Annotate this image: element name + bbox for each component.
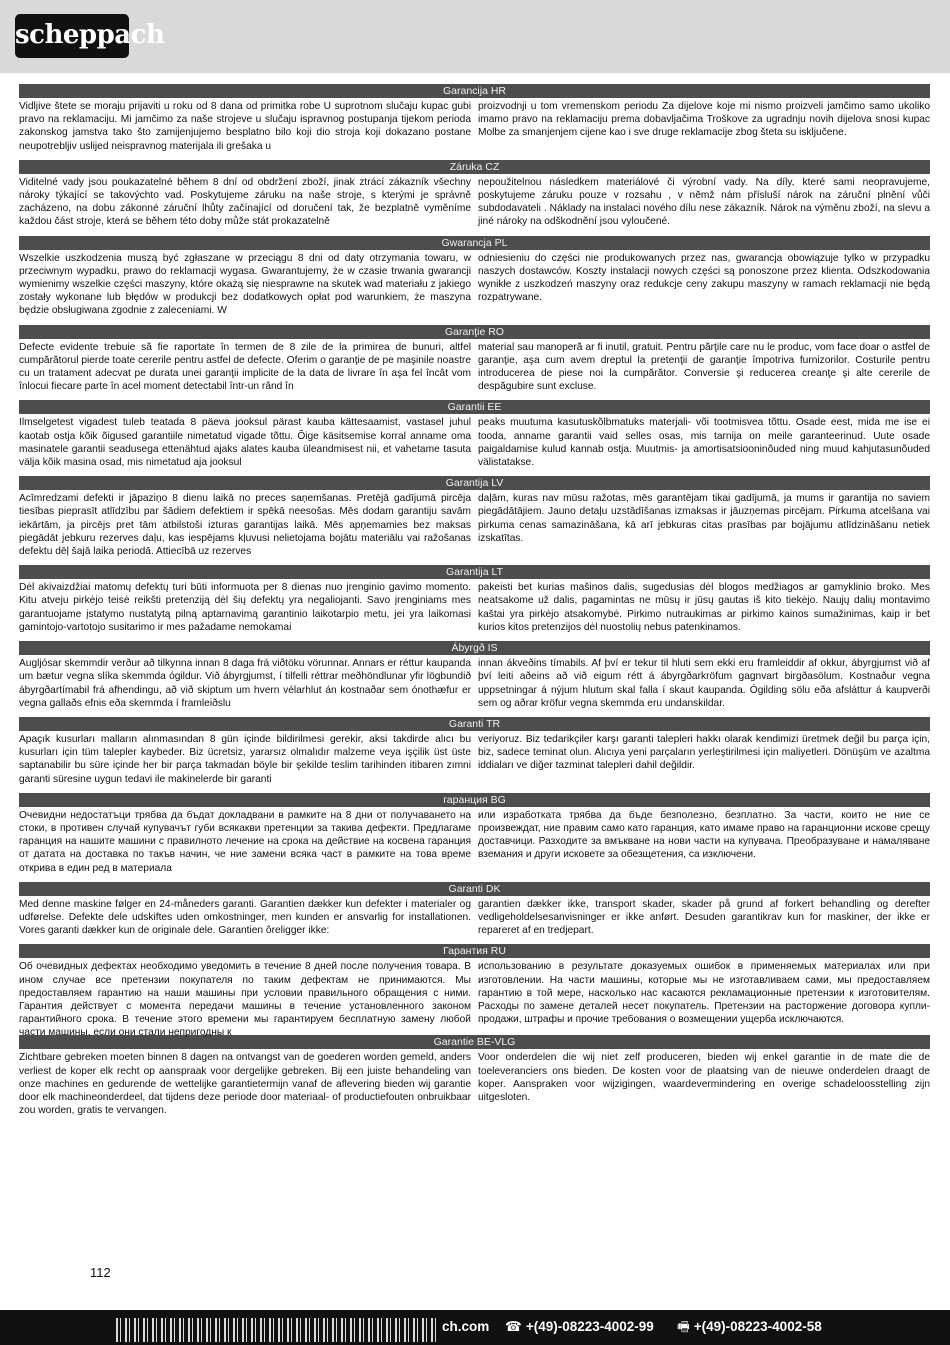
section-text-right: material sau manoperă ar fi inutil, gratuit. Pentru părţile care nu le produc, vom face doar o astfel de garanţie, aşa cum avem dreptul la pretenţii de garanţie împotriva furnizorilor. Costurile pentru introducerea de piese noi la cumpărător. Conversie şi reducerea creanţe şi alte cererile de despăgubire sunt excluse. (478, 341, 930, 393)
section-columns (19, 1051, 930, 1117)
section-text-right: odniesieniu do części nie produkowanych przez nas, gwarancja obowiązuje tylko w przypadku naszych dostawców. Koszty instalacji nowych części są ponoszone przez klienta. Odszkodowania wynikłe z uszkodzeń maszyny oraz redukcje ceny zakupu maszyny w ramach reklamacji nie będą rozpatrywane. (478, 252, 930, 304)
warranty-section (19, 400, 930, 469)
section-text-right: innan ákveðins tímabils. Af því er tekur til hluti sem ekki eru framleiddir af okkur, ábyrgjumst við af því leiti aðeins að við eigum rétt á ábyrgðarkröfum gagnvart birgðasölum. Kostnaður vegna uppsetningar á nýjum hlutum skal falla í skaut kaupanda. Ógilding sölu eða afsláttur á kaupverði sem og aðrar kröfur vegna skemmda eru undanskildar. (478, 658, 930, 709)
section-text-right: pakeisti bet kurias mašinos dalis, sugedusias dėl blogos medžiagos ar gamyklinio broko. Mes neatsakome už dalis, pagamintas ne mūsų ir jūsų gautas iš kito tiekėjo. Naujų dalių montavimo kaštai yra pirkėjo atsakomybė. Pirkimo nutraukimas ar pirkimo kainos sumažinimas, kaip ir bet kurios kitos pretenzijos dėl nuostolių nebus patenkinamos. (478, 582, 930, 633)
section-text-left: Wszelkie uszkodzenia muszą być zgłaszane w przeciągu 8 dni od daty otrzymania towaru, w przeciwnym wypadku, prawo do reklamacji wygasa. Gwarantujemy, że w czasie trwania gwarancji wymienimy wszelkie części maszyny, które okażą się niesprawne na skutek wad materiału z jakiego zostały wykonane lub błędów w produkcji bez dodatkowych opłat pod warunkiem, że maszyna będzie obsługiwana zgodnie z zaleceniami. W (19, 252, 471, 317)
section-text-right: Voor onderdelen die wij niet zelf produceren, bieden wij enkel garantie in de mate die de toeleveranciers ons bieden. De kosten voor de plaatsing van de nieuwe onderdelen draagt de koper. Aanspraken voor wijzigingen, waardevermindering en overige schadeloosstelling zijn uitgesloten. (478, 1052, 930, 1103)
section-text-left: Augljósar skemmdir verður að tilkynna innan 8 daga frá viðtöku vörunnar. Annars er réttur kaupanda um bætur vegna slíka skemmda ógildur. Við ábyrgjumst, í tilfelli réttrar meðhöndlunar yfir lögbundið ábyrgðartímabil frá afhendingu, að við skiptum um hvern vélarhlut án kostnaðar sem ónothæfur er vegna gallaðs efnis eða skemmda í framleiðslu (19, 658, 471, 709)
section-columns (19, 492, 930, 558)
footer-fax-number: +(49)-08223-4002-58 (693, 1319, 822, 1334)
warranty-section (19, 325, 930, 394)
section-title: Garantie BE-VLG (19, 1035, 930, 1049)
section-title: Záruka CZ (19, 160, 930, 174)
section-text-left: Dėl akivaizdžiai matomų defektų turi būti informuota per 8 dienas nuo įrenginio gavimo momento. Kitu atveju pirkėjo teisė reikšti pretenziją dėl šių defektų yra negaliojanti. Savo įrenginiams mes garantuojame įstatymo nustatytą pilną aptarnavimą garantinio laikotarpio metu, jei yra laikomasi gamintojo-vartotojo susitarimo ir mes pažadame nemokamai (19, 582, 471, 633)
section-columns (19, 100, 930, 153)
section-columns (19, 657, 930, 710)
section-columns (19, 898, 930, 938)
section-text-right: garantien dækker ikke, transport skader, skader på grund af forkert behandling og derefter vedligeholdelsesanvisninger er ikke anført. Desuden garantikrav kun for maskiner, der ikke er repareret af en tredjepart. (478, 898, 930, 937)
page-header (0, 0, 950, 73)
section-text-left: Viditelné vady jsou poukazatelné během 8 dní od obdržení zboží, jinak ztrácí zákazník všechny nároky týkající se takovýchto vad. Poskytujeme záruku na naše stroje, s kterými je správně zacházeno, na dobu zákonné záruční lhůty začínající od doručení tak, že bezplatně vyměníme každou část stroje, která se během této doby může stát prokazatelně (19, 176, 471, 228)
section-title: Garanti TR (19, 717, 930, 731)
section-text-left: Zichtbare gebreken moeten binnen 8 dagen na ontvangst van de goederen worden gemeld, anders verliest de koper elk recht op aanspraak voor dergelijke gebreken. Bij een juiste behandeling van onze machines en gedurende de wettelijke garantietermijn vanaf de aflevering bieden wij garantie door elk machineonderdeel, dat tijdens deze periode door materiaal- of productiefouten onbruikbaar zou worden, gratis te vervangen. (19, 1052, 471, 1117)
warranty-section (19, 476, 930, 558)
warranty-section (19, 793, 930, 875)
page-footer (0, 1310, 950, 1345)
warranty-section (19, 882, 930, 938)
fax-icon: 🖷 (677, 1319, 690, 1334)
section-text-left: Ilmselgetest vigadest tuleb teatada 8 päeva jooksul pärast kauba kättesaamist, vastasel juhul kaotab ostja kõik õigused garantiile nimetatud vigade tõttu. Õige käsitsemise korral anname oma masinatele garantii seadusega ettenähtud ajaks alates kauba üleandmisest nii, et vahetame tasuta välja kõik masina osad, mis nimetatud aja jooksul (19, 417, 471, 469)
section-columns (19, 809, 930, 875)
section-title: Gwarancja PL (19, 236, 930, 250)
warranty-sections (19, 84, 930, 1124)
section-title: Garanti DK (19, 882, 930, 896)
section-text-right: использованию в результате доказуемых ошибок в применяемых материалах или при изготовлении. На части машины, которые мы не изготавливаем сами, мы предоставляем гарантию в той мере, насколько нас касаются рекламационные претензии к изготовителям. Расходы по замене деталей несет покупатель. Претензии на расторжение договора купли-продажи, штрафы и прочие требования о возмещении ущерба исключаются. (478, 961, 930, 1026)
barcode-graphic (116, 1318, 438, 1342)
section-text-left: Apaçık kusurları malların alınmasından 8 gün içinde bildirilmesi gerekir, aksi takdirde alıcı bu kusurları için tüm talepler kaybeder. Biz ücretsiz, yararsız olmalıdır malzeme veya işçilik üst üste saptanabilir bu süre içinde her bir parça takmadan böyle bir şekilde teslim tarihinden itibaren zımni garanti süresine uygun tedavi ile makinelerde bir garanti (19, 733, 471, 785)
section-title: Garantii EE (19, 400, 930, 414)
section-title: Garantija LT (19, 565, 930, 579)
page-number: 112 (90, 1265, 111, 1280)
section-columns (19, 176, 930, 229)
section-text-left: Очевидни недостатъци трябва да бъдат докладвани в рамките на 8 дни от получаването на стоки, в противен случай купувачът губи всякакви претенции за такива дефекти. Предлагаме гаранция на нашите машини с правилното лечение на срока на действие на косвена гаранция от датата на доставка по такъв начин, че ние замени всяка част в рамките на това време открива в един ред в материала (19, 809, 471, 874)
section-columns (19, 733, 930, 786)
section-title: Гарантия RU (19, 944, 930, 958)
footer-phone-number: +(49)-08223-4002-99 (525, 1319, 654, 1334)
section-text-right: или изработката трябва да бъде безполезно, безплатно. За части, които не ние се произвеждат, ние правим само като гаранция, като имаме право на гаранционни искове срещу доставчици. Разходите за вмъкване на нови части на купувача. Преобразуване и намаляване вземания и други исковете за обезщетения, са изключени. (478, 809, 930, 861)
warranty-section (19, 565, 930, 634)
section-text-left: Об очевидных дефектах необходимо уведомить в течение 8 дней после получения товара. В ином случае все претензии покупателя по таким дефектам не принимаются. Мы предоставляем гарантию на наши машины при условии правильного обращения с ними. Гарантия действует с момента передачи машины в течение установленного законом гарантийного срока. В течение этого времени мы гарантируем бесплатную замену любой части машины, если они стали непригодны к (19, 961, 471, 1039)
warranty-section (19, 641, 930, 710)
footer-fax (677, 1318, 822, 1336)
section-title: Garancija HR (19, 84, 930, 98)
section-columns (19, 252, 930, 318)
section-text-right: veriyoruz. Biz tedarikçiler karşı garanti talepleri hakkı olarak kendimizi üretmek değil bu parça için, biz, sadece teminat olun. Alıcıya yeni parçaların yerleştirilmesi için maliyetleri. Dönüşüm ve azaltma iddiaları ve diğer tazminat talepleri dahil değildir. (478, 733, 930, 772)
section-text-right: nepoužitelnou následkem materiálové či výrobní vady. Na díly, které sami neopravujeme, poskytujeme záruku pouze v rozsahu , v němž nám přísluší nárok na záruční plnění vůči subdodavateli . Náklady na instalaci nového dílu nese zákazník. Nárok na výměnu zboží, na slevu a jiné nároky na odškodnění jsou vyloučené. (478, 176, 930, 228)
section-text-left: Med denne maskine følger en 24-måneders garanti. Garantien dækker kun defekter i materialer og udførelse. Defekte dele udskiftes uden omkostninger, men kunden er ansvarlig for installationen. Vores garanti dækker kun de originale dele. Garantien ôreligger ikke: (19, 898, 471, 937)
warranty-section (19, 717, 930, 786)
footer-website: ch.com (442, 1319, 490, 1334)
section-text-right: peaks muutuma kasutuskõlbmatuks materjali- või tootmisvea tõttu. Osade eest, mida me ise ei tooda, anname garantii vaid selles osas, mis tarnija on meile garanteerinud. Uute osade paigaldamise kulud kannab ostja. Muutmis- ja amortisatsiooninõuded ning muud kahjutasunõuded välistatakse. (478, 417, 930, 469)
warranty-section (19, 236, 930, 318)
section-title: Garantija LV (19, 476, 930, 490)
section-text-right: daļām, kuras nav mūsu ražotas, mēs garantējam tikai gadījumā, ja mums ir garantija no saviem piegādātājiem. Jauno detaļu uzstādīšanas izmaksas ir jāuzņemas pircējam. Pirkuma atcelšana vai pirkuma cenas samazināšana, kā arī jebkuras citas prasības par bojājumu atlīdzināšanu netiek izskatītas. (478, 493, 930, 544)
warranty-section (19, 1035, 930, 1117)
warranty-section (19, 84, 930, 153)
warranty-section (19, 160, 930, 229)
phone-icon: ☎ (505, 1319, 522, 1334)
section-text-left: Defecte evidente trebuie să fie raportate în termen de 8 zile de la primirea de bunuri, altfel cumpărătorul pierde toate cererile pentru astfel de defecte. Oferim o garanţie de pe maşinile noastre cu un tratament adecvat pe durata unei garanţii implicite de la data de livrare în aşa fel încât vom înlocui fiecare parte în acel moment detectabil într-un rând în (19, 341, 471, 393)
section-text-left: Vidljive štete se moraju prijaviti u roku od 8 dana od primitka robe U suprotnom slučaju kupac gubi pravo na reklamaciju. Mi jamčimo za naše strojeve u slučaju ispravnog postupanja tijekom perioda zakonskog jamstva tako što zamijenjujemo besplatno bilo koji dio stroja koji dokazano postane neupotrebljiv uslijed neispravnog materijala ili grešaka u (19, 101, 471, 152)
section-text-right: proizvodnji u tom vremenskom periodu Za dijelove koje mi nismo proizveli jamčimo samo ukoliko imamo pravo na reklamaciju prema dobavljačima Troškove za ugradnju novih dijelova snosi kupac Molbe za smanjenjem cijene kao i sve druge reklamacije zbog šteta su isključene. (478, 101, 930, 139)
section-title: Ábyrgð IS (19, 641, 930, 655)
footer-phone (505, 1318, 654, 1336)
warranty-section (19, 944, 930, 1039)
section-columns (19, 416, 930, 469)
section-columns (19, 581, 930, 634)
section-text-left: Acīmredzami defekti ir jāpaziņo 8 dienu laikā no preces saņemšanas. Pretējā gadījumā pircēja tiesības pieprasīt atlīdzību par šādiem defektiem ir spēkā neesošas. Mēs dodam garantiju savām iekārtām, ja pircējs pret tām atbilstoši izturas garantijas laikā. Mēs apņemamies bez maksas piegādāt jebkuru rezerves daļu, kas iespējams kļuvusi nelietojama bojātu materiālu vai ražošanas defektu dēļ šajā laika periodā. Attiecībā uz rezerves (19, 493, 471, 558)
section-columns (19, 960, 930, 1039)
section-columns (19, 341, 930, 394)
section-title: Garanţie RO (19, 325, 930, 339)
scheppach-logo: scheppach (15, 14, 129, 58)
section-title: гаранция BG (19, 793, 930, 807)
